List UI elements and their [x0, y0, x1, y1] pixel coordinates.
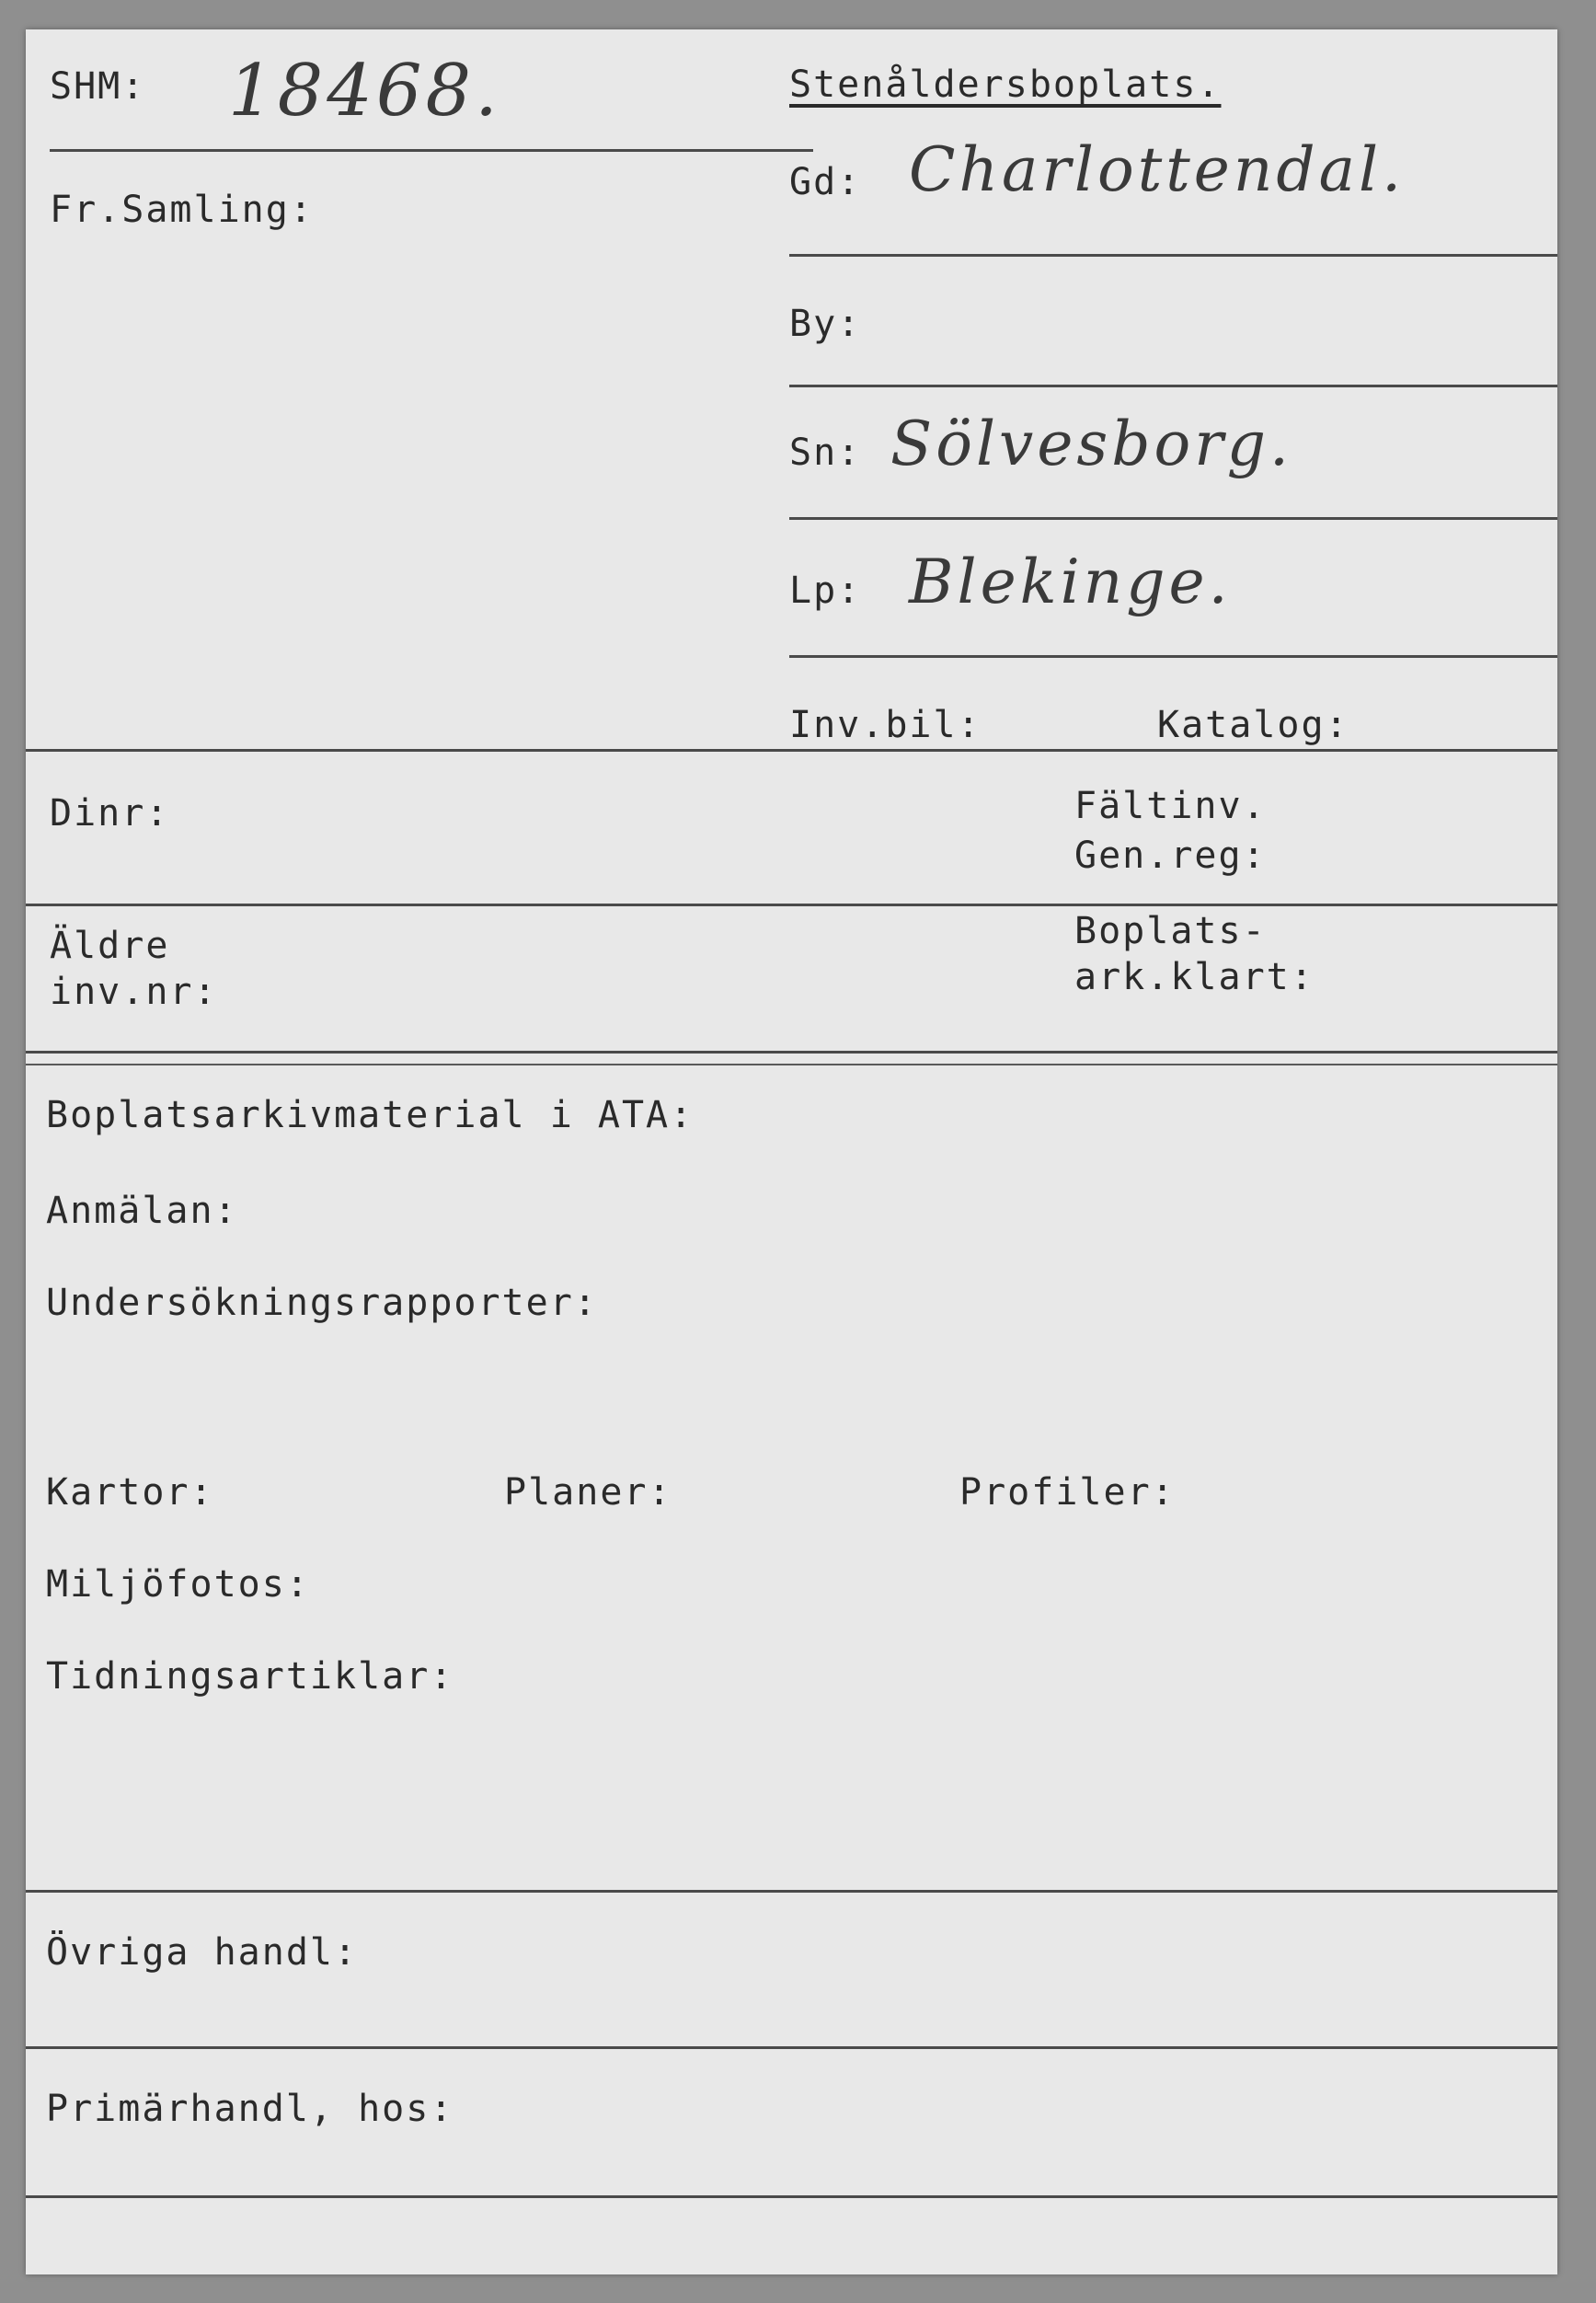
boplatsarkiv-label: Boplatsarkivmaterial i ATA:	[46, 1094, 695, 1136]
aldre-label: Äldre	[50, 925, 170, 967]
invnr-label: inv.nr:	[50, 971, 218, 1013]
tidning-label: Tidningsartiklar:	[46, 1655, 454, 1698]
catalog-card	[26, 29, 1557, 2274]
by-label: By:	[789, 303, 862, 345]
shm-label: SHM:	[50, 65, 146, 108]
sn-label: Sn:	[789, 432, 862, 474]
gd-label: Gd:	[789, 161, 862, 203]
anmalan-label: Anmälan:	[46, 1190, 238, 1232]
section-divider-6	[26, 2195, 1557, 2198]
section-divider-3a	[26, 1051, 1557, 1054]
primar-label: Primärhandl, hos:	[46, 2088, 454, 2130]
section-divider-1	[26, 749, 1557, 752]
by-underline	[789, 385, 1557, 387]
shm-number-handwritten: 18468.	[228, 50, 501, 132]
undersokning-label: Undersökningsrapporter:	[46, 1282, 598, 1324]
section-divider-5	[26, 2046, 1557, 2049]
gd-value-handwritten: Charlottendal.	[909, 134, 1406, 205]
section-divider-4	[26, 1890, 1557, 1893]
faltinv-label: Fältinv.	[1074, 785, 1267, 827]
lp-value-handwritten: Blekinge.	[909, 547, 1232, 617]
miljofotos-label: Miljöfotos:	[46, 1563, 310, 1606]
shm-underline	[50, 149, 813, 152]
genreg-label: Gen.reg:	[1074, 835, 1267, 877]
profiler-label: Profiler:	[959, 1471, 1176, 1514]
arkklart-label: ark.klart:	[1074, 956, 1315, 998]
katalog-label: Katalog:	[1157, 704, 1349, 746]
section-divider-3b	[26, 1064, 1557, 1065]
card-title: Stenåldersboplats.	[789, 63, 1222, 106]
lp-underline	[789, 655, 1557, 658]
planer-label: Planer:	[504, 1471, 672, 1514]
fr-samling-label: Fr.Samling:	[50, 189, 314, 231]
section-divider-2	[26, 904, 1557, 906]
ovriga-label: Övriga handl:	[46, 1931, 359, 1974]
gd-underline	[789, 254, 1557, 257]
sn-value-handwritten: Sölvesborg.	[890, 409, 1293, 479]
dinr-label: Dinr:	[50, 792, 170, 835]
kartor-label: Kartor:	[46, 1471, 214, 1514]
sn-underline	[789, 517, 1557, 520]
inv-bil-label: Inv.bil:	[789, 704, 982, 746]
boplats-label: Boplats-	[1074, 910, 1267, 952]
lp-label: Lp:	[789, 570, 862, 612]
